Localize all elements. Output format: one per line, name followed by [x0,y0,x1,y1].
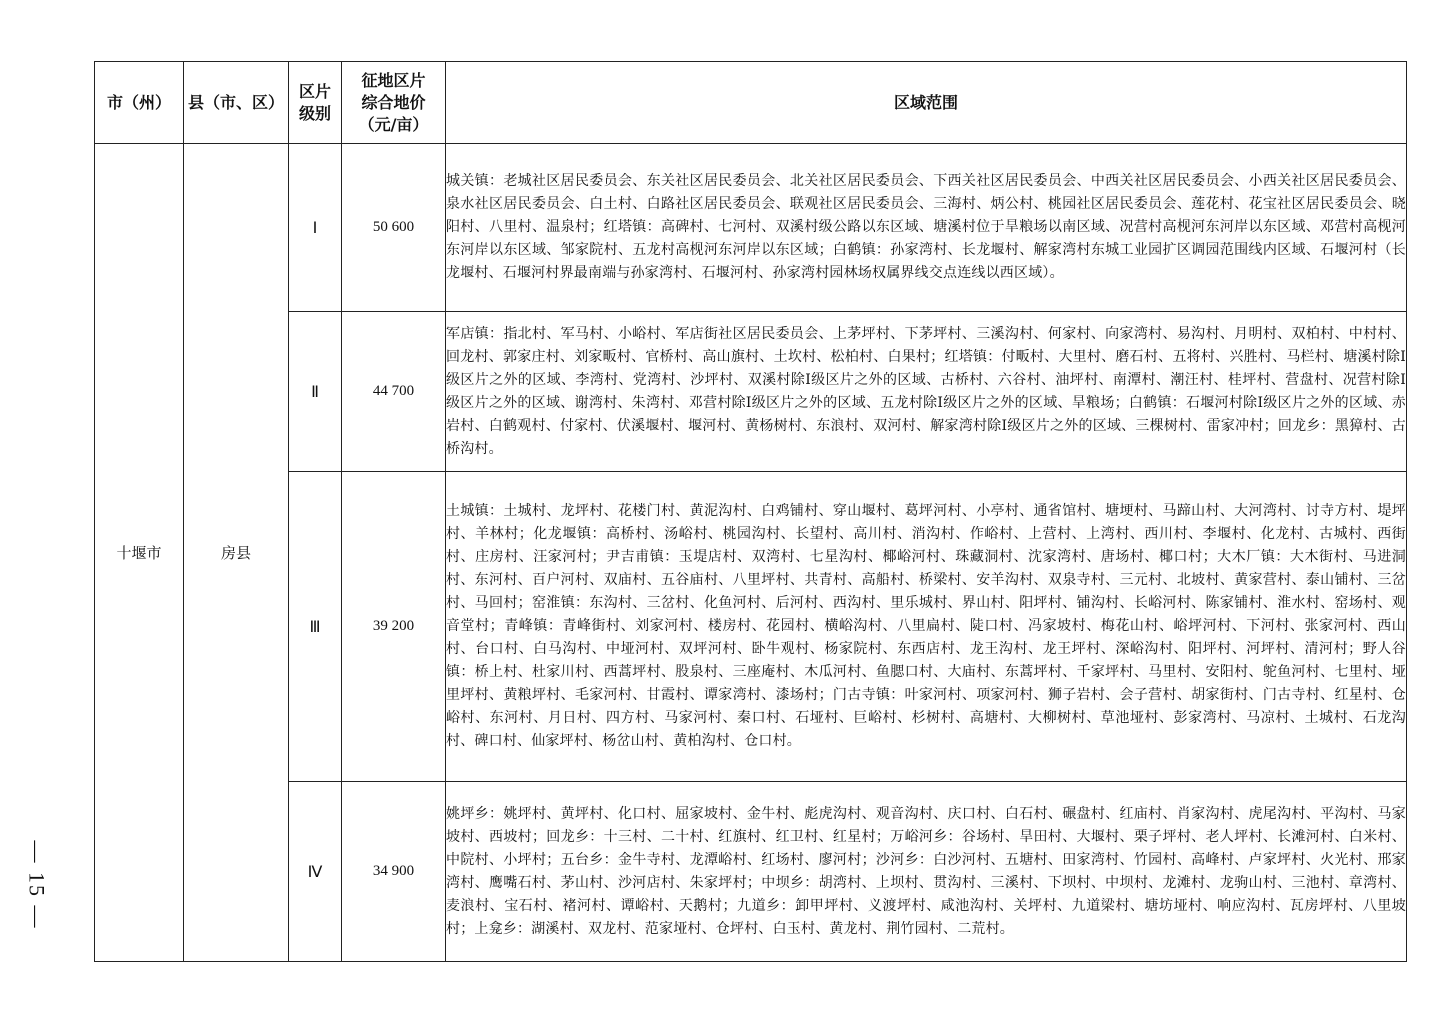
header-city: 市（州） [95,62,184,144]
table-row [95,144,1407,312]
price-cell: 44 700 [342,312,446,472]
header-price-line3: （元/亩） [358,114,429,134]
page-number-text: — 15 — [24,840,49,930]
header-price [342,62,446,144]
county-cell: 房县 [184,144,289,962]
area-cell: 姚坪乡：姚坪村、黄坪村、化口村、屈家坡村、金牛村、彪虎沟村、观音沟村、庆口村、白石村、碾盘村、红庙村、肖家沟村、虎尾沟村、平沟村、马家坡村、西坡村；回龙乡：十三村、二十村、红旗村、红卫村、红星村；万峪河乡：谷场村、旱田村、大堰村、栗子坪村、老人坪村、长滩河村、白米村、中院村、小坪村；五台乡：金牛寺村、龙潭峪村、红场村、廖河村；沙河乡：白沙河村、五塘村、田家湾村、竹园村、高峰村、卢家坪村、火光村、邢家湾村、鹰嘴石村、茅山村、沙河店村、朱家坪村；中坝乡：胡湾村、上坝村、贯沟村、三溪村、下坝村、中坝村、龙滩村、龙驹山村、三池村、章湾村、麦浪村、宝石村、褚河村、谭峪村、天鹅村；九道乡：卸甲坪村、义渡坪村、咸池沟村、关坪村、九道梁村、塘坊垭村、响应沟村、瓦房坪村、八里坡村；上龛乡：湖溪村、双龙村、范家垭村、仓坪村、白玉村、黄龙村、荆竹园村、二荒村。 [446,782,1407,962]
level-cell: Ⅰ [289,144,342,312]
land-price-table [94,61,1407,962]
table-row [95,472,1407,782]
level-cell: Ⅲ [289,472,342,782]
table-row [95,312,1407,472]
table-row [95,782,1407,962]
header-level-line2: 级别 [298,103,331,123]
table-header-row [95,62,1407,144]
area-cell: 土城镇：土城村、龙坪村、花楼门村、黄泥沟村、白鸡铺村、穿山堰村、葛坪河村、小亭村、通省馆村、塘埂村、马蹄山村、大河湾村、讨寺方村、堤坪村、羊林村；化龙堰镇：高桥村、汤峪村、桃园沟村、长望村、高川村、消沟村、作峪村、上营村、上湾村、西川村、李堰村、化龙村、古城村、西街村、庄房村、汪家河村；尹吉甫镇：玉堤店村、双湾村、七星沟村、椰峪河村、珠藏洞村、沈家湾村、唐场村、椰口村；大木厂镇：大木街村、马进洞村、东河村、百户河村、双庙村、五谷庙村、八里坪村、共青村、高船村、桥梁村、安羊沟村、双泉寺村、三元村、北坡村、黄家营村、泰山铺村、三岔村、马回村；窑淮镇：东沟村、三岔村、化鱼河村、后河村、西沟村、里乐城村、界山村、阳坪村、铺沟村、长峪河村、陈家铺村、淮水村、窑场村、观音堂村；青峰镇：青峰街村、刘家河村、楼房村、花园村、横峪沟村、八里扁村、陡口村、冯家坡村、梅花山村、峪坪河村、下河村、张家河村、西山村、台口村、白马沟村、中垭河村、双坪河村、卧牛观村、杨家院村、东西店村、龙王沟村、龙王坪村、深峪沟村、阳坪村、河坪村、清河村；野人谷镇：桥上村、杜家川村、西蒿坪村、股泉村、三座庵村、木瓜河村、鱼腮口村、大庙村、东蒿坪村、千家坪村、马里村、安阳村、鸵鱼河村、七里村、垭里坪村、黄粮坪村、毛家河村、甘霞村、谭家湾村、漆场村；门古寺镇：叶家河村、项家河村、狮子岩村、会子营村、胡家街村、门古寺村、红星村、仓峪村、东河村、月日村、四方村、马家河村、秦口村、石垭村、巨峪村、杉树村、高塘村、大柳树村、草池垭村、彭家湾村、马凉村、土城村、石龙沟村、碑口村、仙家坪村、杨岔山村、黄柏沟村、仓口村。 [446,472,1407,782]
page-number [18,815,54,955]
price-cell: 50 600 [342,144,446,312]
area-cell: 城关镇：老城社区居民委员会、东关社区居民委员会、北关社区居民委员会、下西关社区居民委员会、中西关社区居民委员会、小西关社区居民委员会、泉水社区居民委员会、白土村、白路社区居民委员会、联观社区居民委员会、三海村、炳公村、桃园社区居民委员会、莲花村、花宝社区居民委员会、晓阳村、八里村、温泉村；红塔镇：高碑村、七河村、双溪村级公路以东区域、塘溪村位于旱粮场以南区域、况营村高枧河东河岸以东区域、邓营村高枧河东河岸以东区域、邹家院村、五龙村高枧河东河岸以东区域；白鹤镇：孙家湾村、长龙堰村、解家湾村东城工业园扩区调园范围线内区域、石堰河村（长龙堰村、石堰河村界最南端与孙家湾村、石堰河村、孙家湾村园林场权属界线交点连线以西区域）。 [446,144,1407,312]
level-cell: Ⅱ [289,312,342,472]
header-level [289,62,342,144]
area-cell: 军店镇：指北村、军马村、小峪村、军店街社区居民委员会、上茅坪村、下茅坪村、三溪沟村、何家村、向家湾村、易沟村、月明村、双柏村、中村村、回龙村、郭家庄村、刘家畈村、官桥村、高山旗村、土坎村、松柏村、白果村；红塔镇：付畈村、大里村、磨石村、五将村、兴胜村、马栏村、塘溪村除Ⅰ级区片之外的区域、李湾村、党湾村、沙坪村、双溪村除Ⅰ级区片之外的区域、古桥村、六谷村、油坪村、南潭村、潮汪村、桂坪村、营盘村、况营村除Ⅰ级区片之外的区域、谢湾村、朱湾村、邓营村除Ⅰ级区片之外的区域、五龙村除Ⅰ级区片之外的区域、旱粮场；白鹤镇：石堰河村除Ⅰ级区片之外的区域、赤岩村、白鹤观村、付家村、伏溪堰村、堰河村、黄杨树村、东浪村、双河村、解家湾村除Ⅰ级区片之外的区域、三棵树村、雷家冲村；回龙乡：黑獐村、古桥沟村。 [446,312,1407,472]
header-price-line2: 综合地价 [361,92,426,112]
city-cell: 十堰市 [95,144,184,962]
level-cell: Ⅳ [289,782,342,962]
price-cell: 34 900 [342,782,446,962]
header-price-line1: 征地区片 [361,70,426,90]
header-level-line1: 区片 [298,81,331,101]
header-county: 县（市、区） [184,62,289,144]
header-area: 区域范围 [446,62,1407,144]
price-cell: 39 200 [342,472,446,782]
